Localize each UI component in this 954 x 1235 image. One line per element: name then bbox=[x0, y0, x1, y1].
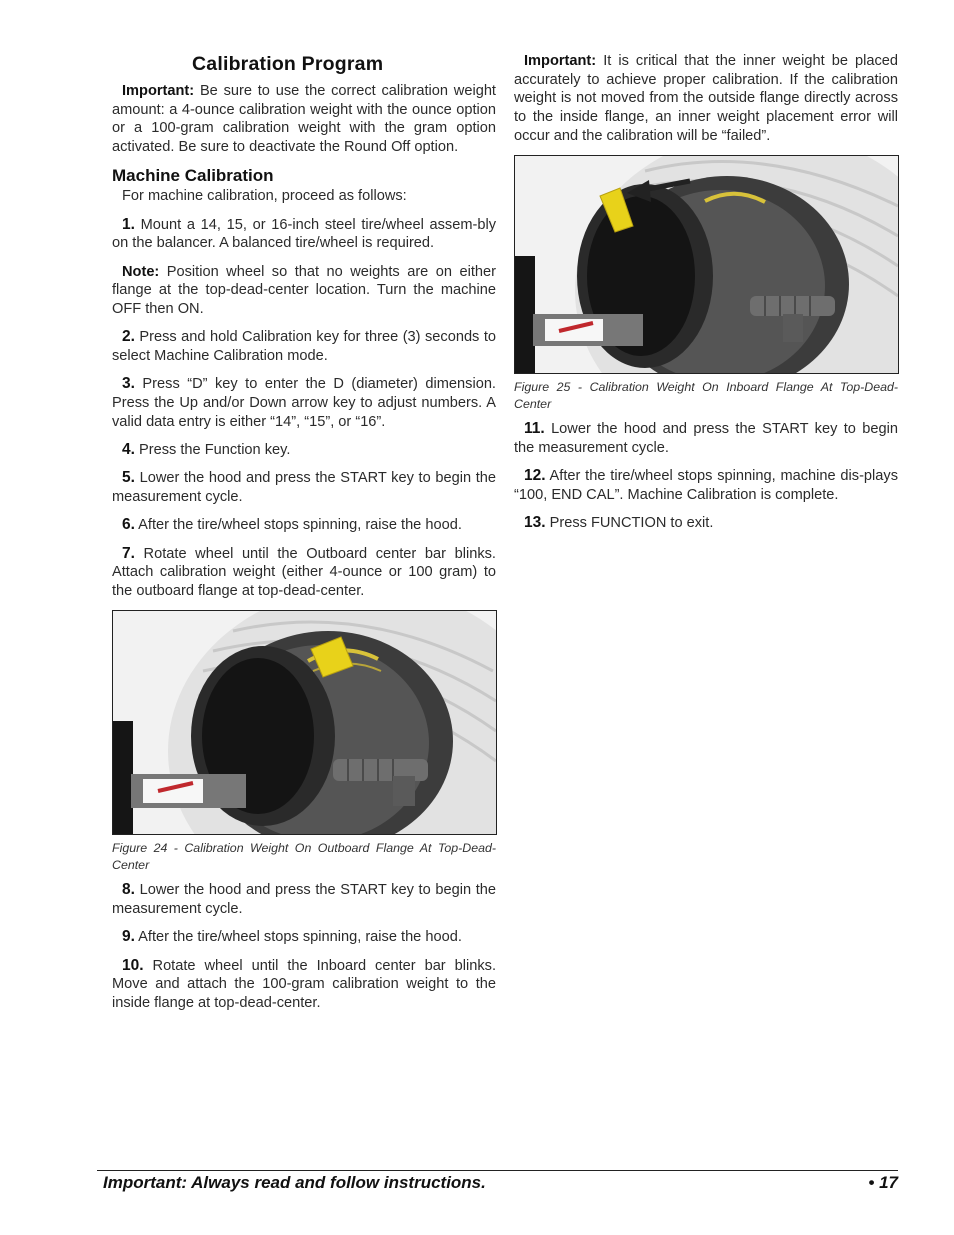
important-label: Important: bbox=[122, 83, 195, 99]
step-number: 1. bbox=[122, 215, 135, 233]
important-text: It is critical that the inner weight be placed accurately to achieve proper calibration. If the calibration weight is not moved from the outside flange directly across to the inside flange, an inner weight placement error will occur and the calibration will be “failed”. bbox=[514, 53, 898, 144]
tire-outboard-weight-illustration bbox=[113, 611, 496, 834]
figure-25-photo bbox=[514, 155, 899, 374]
important-text: Be sure to use the correct calibration weight amount: a 4-ounce calibration weight with the ounce option or a 100-gram calibration weight with the gram option activated. Be sure to deactivate the Round Off option. bbox=[112, 83, 496, 156]
step-number: 2. bbox=[122, 328, 135, 346]
step-12 bbox=[514, 467, 898, 504]
step-text: After the tire/wheel stops spinning, machine dis-plays “100, END CAL”. Machine Calibration is complete. bbox=[514, 468, 898, 503]
note-text: Position wheel so that no weights are on either flange at the top-dead-center location. Turn the machine OFF then ON. bbox=[112, 263, 496, 318]
step-number: 12. bbox=[524, 467, 546, 485]
step-number: 11. bbox=[524, 420, 545, 438]
note-label: Note: bbox=[122, 263, 160, 280]
step-text: Press and hold Calibration key for three (3) seconds to select Machine Calibration mode. bbox=[112, 329, 496, 365]
step-8 bbox=[112, 881, 496, 918]
step-number: 8. bbox=[122, 881, 135, 899]
step-2 bbox=[112, 328, 496, 365]
step-6 bbox=[112, 516, 496, 535]
step-number: 9. bbox=[122, 928, 135, 946]
step-number: 13. bbox=[524, 514, 546, 532]
tire-inboard-weight-illustration bbox=[515, 156, 898, 373]
figure-25 bbox=[514, 155, 898, 413]
figure-24 bbox=[112, 610, 496, 874]
step-text: Lower the hood and press the START key to begin the measurement cycle. bbox=[112, 882, 496, 918]
left-column bbox=[112, 52, 496, 1022]
step-number: 5. bbox=[122, 469, 135, 487]
step-5 bbox=[112, 469, 496, 506]
section-title: Calibration Program bbox=[192, 53, 384, 75]
subheading: Machine Calibration bbox=[112, 166, 274, 186]
footer-divider bbox=[97, 1170, 898, 1171]
important-label: Important: bbox=[524, 53, 597, 69]
step-3 bbox=[112, 375, 496, 431]
step-number: 10. bbox=[122, 956, 144, 974]
step-number: 3. bbox=[122, 375, 135, 393]
figure-24-photo bbox=[112, 610, 497, 835]
figure-25-caption: Figure 25 - Calibration Weight On Inboard Flange At Top-Dead-Center bbox=[514, 380, 898, 412]
step-text: Lower the hood and press the START key to begin the measurement cycle. bbox=[514, 421, 898, 456]
step-text: Rotate wheel until the Outboard center bar blinks. Attach calibration weight (either 4-ounce or 100 gram) to the outboard flange at top-dead-center. bbox=[112, 545, 496, 600]
footer-text: Important: Always read and follow instructions. bbox=[103, 1173, 486, 1192]
page-footer bbox=[103, 1173, 898, 1193]
step-text: Press FUNCTION to exit. bbox=[545, 515, 714, 532]
step-number: 4. bbox=[122, 441, 135, 459]
important-paragraph bbox=[514, 52, 898, 146]
note-paragraph bbox=[112, 263, 496, 319]
step-text: Press “D” key to enter the D (diameter) dimension. Press the Up and/or Down arrow key to adjust numbers. A valid data entry is either “14”, “15”, or “16”. bbox=[112, 376, 496, 430]
step-text: Press the Function key. bbox=[134, 442, 291, 459]
important-paragraph bbox=[112, 82, 496, 157]
step-7 bbox=[112, 545, 496, 601]
step-1 bbox=[112, 216, 496, 253]
step-text: Lower the hood and press the START key to begin the measurement cycle. bbox=[112, 470, 496, 506]
step-text: Mount a 14, 15, or 16-inch steel tire/wheel assem-bly on the balancer. A balanced tire/wheel is required. bbox=[112, 216, 496, 252]
page-number: • 17 bbox=[868, 1173, 898, 1192]
figure-24-caption: Figure 24 - Calibration Weight On Outboard Flange At Top-Dead-Center bbox=[112, 841, 496, 873]
step-4 bbox=[112, 441, 496, 460]
step-11 bbox=[514, 420, 898, 457]
step-text: After the tire/wheel stops spinning, raise the hood. bbox=[134, 929, 462, 946]
step-number: 7. bbox=[122, 544, 135, 562]
right-column bbox=[514, 52, 898, 542]
step-10 bbox=[112, 957, 496, 1013]
step-text: After the tire/wheel stops spinning, raise the hood. bbox=[134, 517, 462, 534]
step-number: 6. bbox=[122, 516, 135, 534]
step-13 bbox=[514, 514, 898, 533]
step-text: Rotate wheel until the Inboard center bar blinks. Move and attach the 100-gram calibration weight to the inside flange at top-dead-center. bbox=[112, 957, 496, 1012]
step-9 bbox=[112, 928, 496, 947]
intro-text: For machine calibration, proceed as follows: bbox=[122, 188, 407, 205]
